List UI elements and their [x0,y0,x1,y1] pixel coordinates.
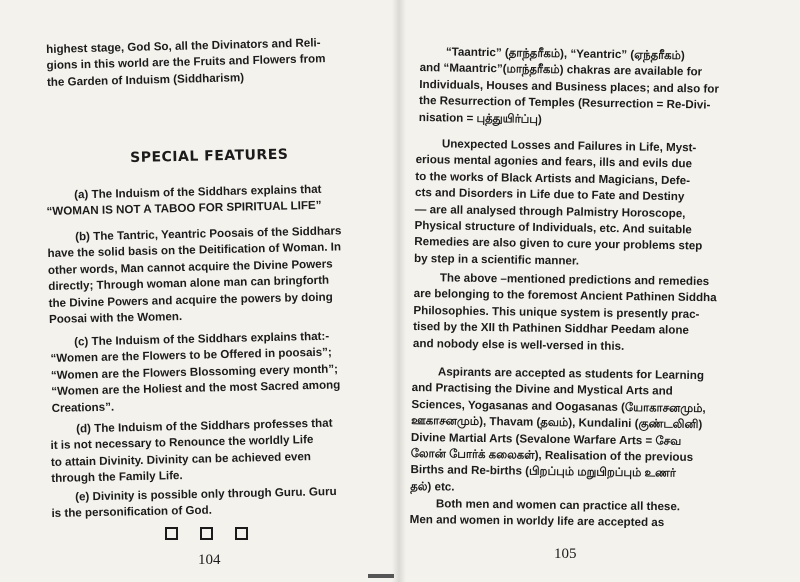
text-line: is the personification of God. [51,504,212,521]
text-line: Philosophies. This unique system is presently prac- [413,303,700,321]
text-line: the Garden of Induism (Siddharism) [46,70,245,89]
text-line: “Women are the Flowers Blossoming every month”; [50,362,339,382]
text-line: tised by the XII th Pathinen Siddhar Peedam alone [413,320,690,338]
text-line: other words, Man cannot acquire the Divine Powers [47,257,333,277]
feature-a-paragraph [46,181,365,221]
text-line: ஊகாசனமும்), Thavam (தவம்), Kundalini (குண்டலினி) [411,414,703,432]
text-line: the Resurrection of Temples (Resurrection = Re-Divi- [419,94,711,112]
text-line: (a) The Induism of the Siddhars explains that [74,182,322,202]
text-line: and nobody else is well-versed in this. [412,336,625,353]
right-page [400,0,800,582]
feature-e-paragraph [51,483,370,522]
text-line: directly; Through woman alone man can bringforth [48,273,330,294]
feature-d-paragraph [50,415,367,488]
feature-b-paragraph [47,223,367,329]
text-line: to attain Divinity. Divinity can be achieved even [50,449,312,469]
text-line: to the works of Black Artists and Magicians, Defe- [415,169,691,188]
text-line: Sciences, Yogasanas and Oogasanas (யோகாசனமும், [411,397,706,415]
text-line: — are all analysed through Palmistry Horoscope, [414,202,686,220]
page-number: 104 [198,552,221,568]
page-number: 105 [554,546,577,562]
remedies-paragraph [414,136,740,272]
binding-mark [368,574,394,578]
text-line: are belonging to the foremost Ancient Pathinen Siddha [413,287,717,305]
text-line: லோன் போர்க் கலைகள்), Realisation of the previous [410,447,694,464]
text-line: Aspirants are accepted as students for Learning [437,365,705,383]
feature-c-paragraph [50,328,368,417]
text-line: and Practising the Divine and Mystical Arts and [411,381,673,399]
text-line: (d) The Induism of the Siddhars professes that [76,416,333,436]
text-line: by step in a scientific manner. [413,251,580,268]
text-line: Both men and women can practice all these. [435,497,681,514]
text-line: and “Maantric”(மாந்தரீகம்) chakras are available for [419,61,703,79]
text-line: Individuals, Houses and Business places; and also for [419,77,720,96]
text-line: “Taantric” (தாந்தரீகம்), “Yeantric” (ஏந்தரீகம்) [445,45,685,63]
text-line: (e) Divinity is possible only through Guru. Guru [75,485,337,504]
text-line: nisation = புத்துயிர்ப்பு) [418,110,542,126]
aspirants-paragraph [410,364,742,500]
text-line: “Women are the Flowers to be Offered in poosais”; [50,346,332,366]
text-line: Remedies are also given to cure your problems step [414,235,703,253]
text-line: cts and Disorders in Life due to Fate and Destiny [415,186,685,204]
text-line: erious mental agonies and fears, ills and evils due [415,153,693,171]
text-line: the Divine Powers and acquire the powers by doing [48,290,333,310]
text-line: Unexpected Losses and Failures in Life, Myst- [441,137,697,155]
text-line: have the solid basis on the Deitification of Woman. In [47,240,342,261]
square-icon [165,527,178,540]
section-heading: SPECIAL FEATURES [130,146,289,166]
text-line: highest stage, God So, all the Divinators and Reli- [46,36,321,56]
chakras-paragraph [419,44,740,131]
text-line: “Women are the Holiest and the most Sacred among [51,378,341,399]
text-line: it is not necessary to Renounce the worldly Life [50,433,314,453]
left-page [0,0,395,582]
text-line: Men and women in worldy life are accepted as [409,513,665,530]
text-line: “WOMAN IS NOT A TABOO FOR SPIRITUAL LIFE” [46,199,322,219]
philosophies-paragraph [413,270,740,357]
text-line: Creations”. [51,400,115,415]
text-line: The above –mentioned predictions and remedies [439,271,710,289]
text-line: Physical structure of Individuals, etc. And suitable [414,219,692,237]
text-line: Divine Martial Arts (Sevalone Warfare Arts = சேவ [410,430,682,448]
text-line: Poosai with the Women. [48,309,183,327]
text-line: (c) The Induism of the Siddhars explains that:- [74,329,330,349]
text-line: Births and Re-births (பிறப்பும் மறுபிறப்பும் உணர் [410,463,677,481]
square-icon [235,527,248,540]
square-icon [200,527,213,540]
men-women-paragraph [410,496,740,533]
text-line: gions in this world are the Fruits and Flowers from [46,52,326,73]
text-line: தல்) etc. [410,479,455,494]
text-line: through the Family Life. [51,469,183,486]
text-line: (b) The Tantric, Yeantric Poosais of the Siddhars [75,224,342,244]
end-marks [165,527,248,540]
intro-paragraph [46,34,363,91]
